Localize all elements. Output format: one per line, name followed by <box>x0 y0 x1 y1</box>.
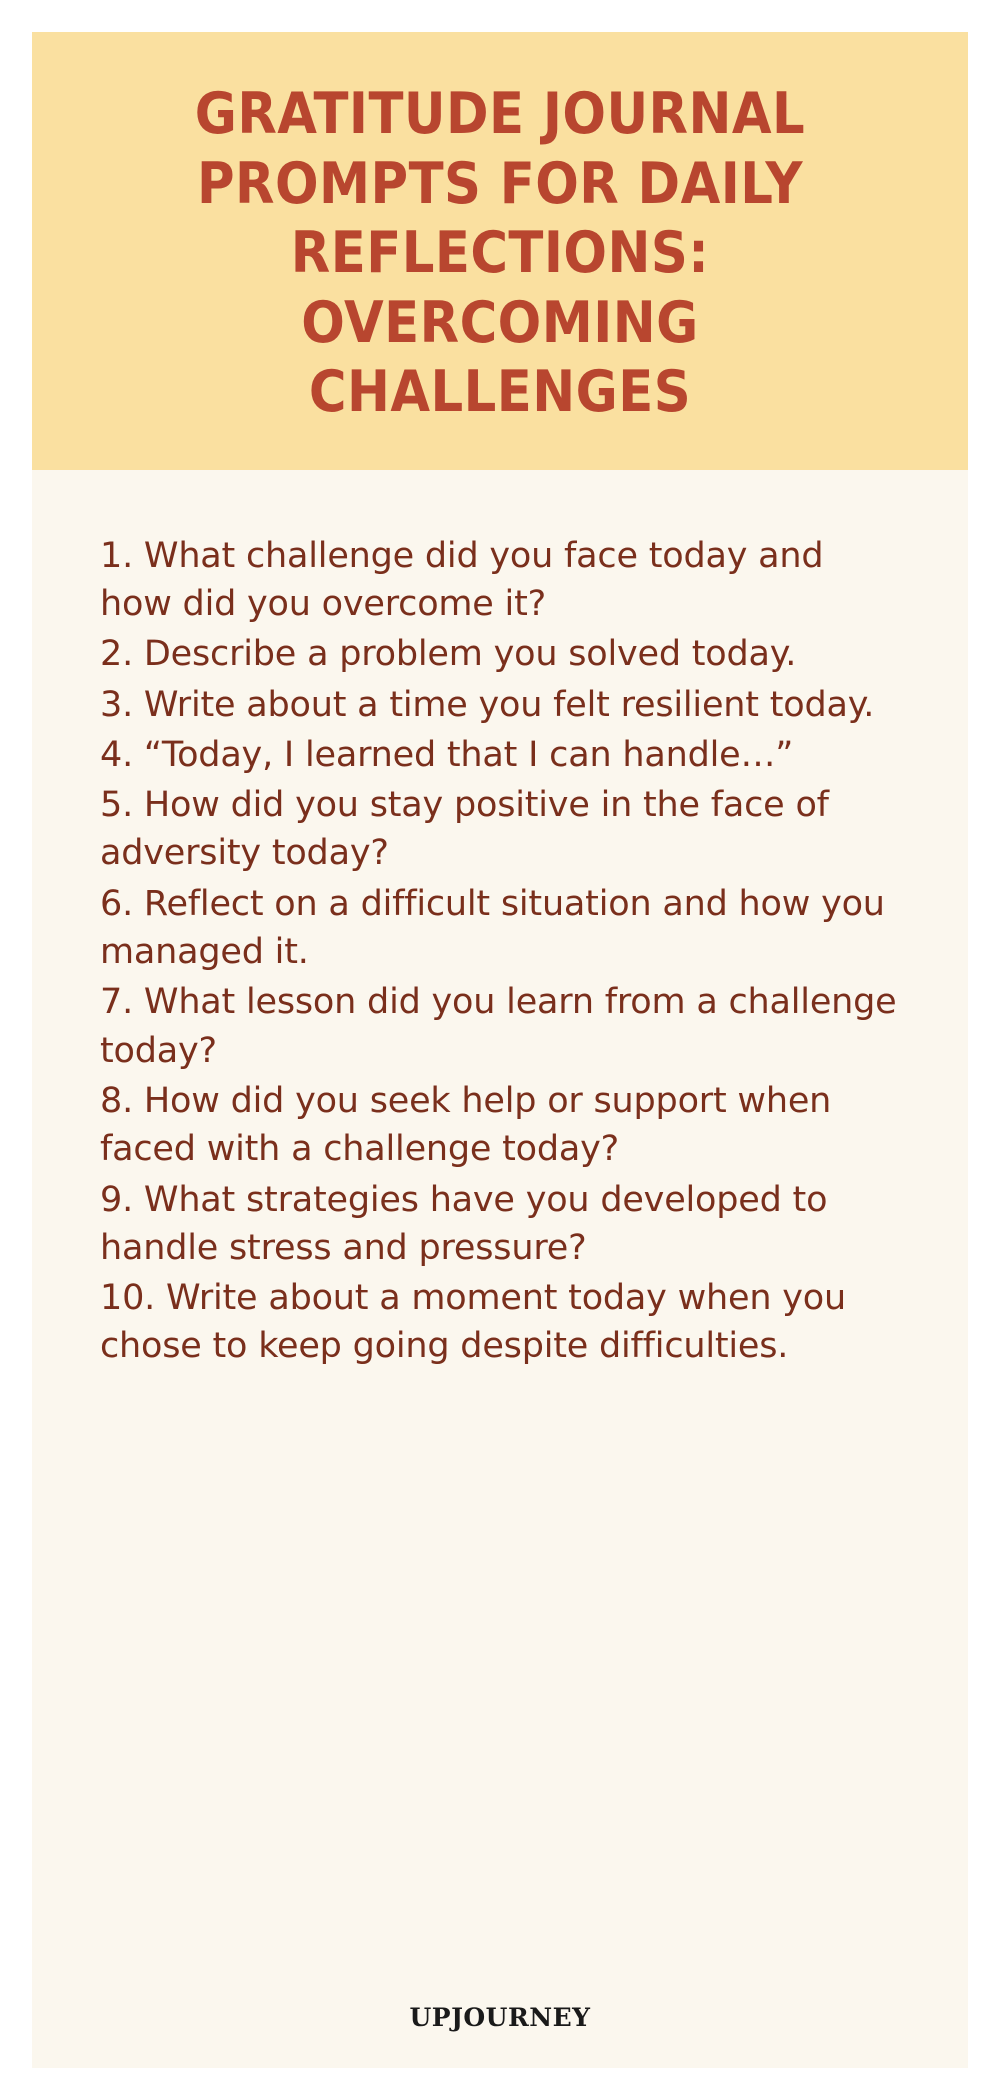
brand-logo: UPJOURNEY <box>409 2003 591 2032</box>
list-item: 9. What strategies have you developed to handle stress and pressure? <box>100 1179 828 1268</box>
list-item: 5. How did you stay positive in the face of adversity today? <box>100 785 829 874</box>
page-title: GRATITUDE JOURNAL PROMPTS FOR DAILY REFLECTIONS: OVERCOMING CHALLENGES <box>194 81 806 426</box>
list-item: 4. “Today, I learned that I can handle…” <box>100 734 794 775</box>
list-item: 6. Reflect on a difficult situation and how you managed it. <box>100 883 885 973</box>
list-item: 8. How did you seek help or support when faced with a challenge today? <box>100 1080 832 1170</box>
list-item: 10. Write about a moment today when you chose to keep going despite difficulties. <box>100 1278 846 1367</box>
poster-inner <box>32 32 968 2068</box>
list-item: 3. Write about a time you felt resilient today. <box>100 684 875 725</box>
list-item: 2. Describe a problem you solved today. <box>100 634 797 675</box>
list-item: 1. What challenge did you face today and how did you overcome it? <box>100 535 824 624</box>
list-item: 7. What lesson did you learn from a challenge today? <box>100 982 897 1071</box>
prompt-list <box>32 470 968 1371</box>
header-band <box>32 32 968 470</box>
footer <box>32 2003 968 2032</box>
